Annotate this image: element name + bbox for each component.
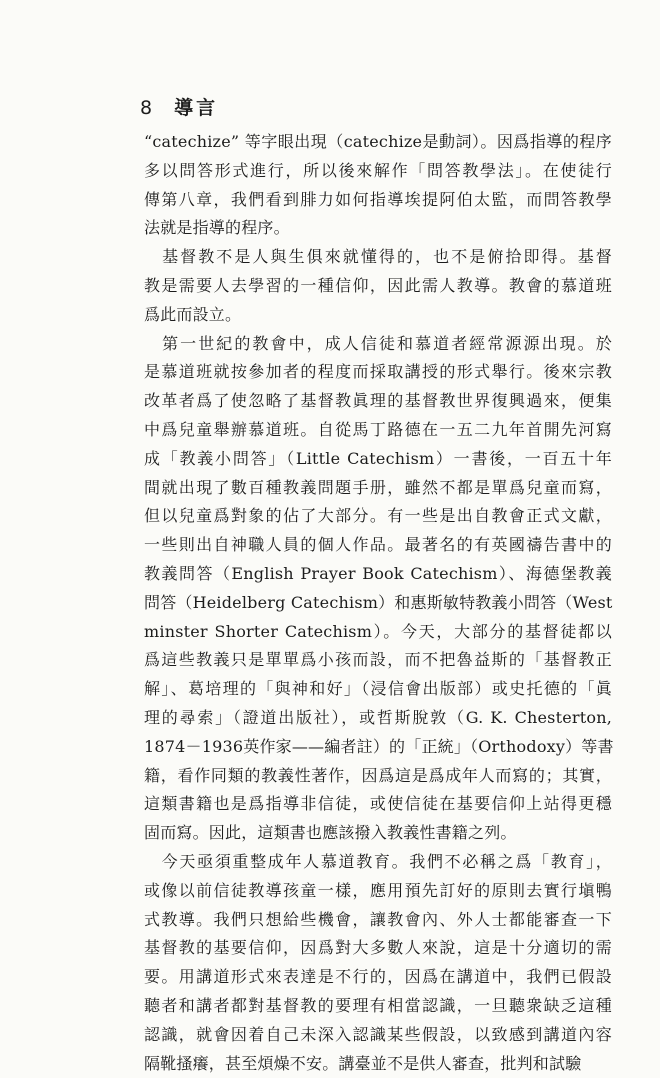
text-line: “catechize” 等字眼出現（catechize是動詞）。因爲指導的程序 <box>144 128 612 157</box>
text-line: 教義問答（English Prayer Book Catechism）、海德堡教義 <box>144 560 612 589</box>
text-line: minster Shorter Catechism）。今天，大部分的基督徒都以 <box>144 618 612 647</box>
text-line: 理的尋索」（證道出版社），或哲斯脫敦（G. K. Chesterton, <box>144 704 612 733</box>
text-line: 第一世紀的教會中，成人信徒和慕道者經常源源出現。於 <box>144 330 612 359</box>
text-line: 法就是指導的程序。 <box>144 214 612 243</box>
text-line: 間就出現了數百種教義問題手册，雖然不都是單爲兒童而寫， <box>144 474 612 503</box>
text-line: 固而寫。因此，這類書也應該撥入教義性書籍之列。 <box>144 819 612 848</box>
text-line: 是慕道班就按參加者的程度而採取講授的形式舉行。後來宗教 <box>144 358 612 387</box>
text-line: 要。用講道形式來表達是不行的，因爲在講道中，我們已假設 <box>144 963 612 992</box>
text-line: 1874－1936英作家——編者註）的「正統」（Orthodoxy）等書 <box>144 733 612 762</box>
text-line: 或像以前信徒教導孩童一樣，應用預先訂好的原則去實行塡鴨 <box>144 877 612 906</box>
page-header <box>140 93 218 120</box>
text-line: 今天亟須重整成年人慕道教育。我們不必稱之爲「教育」， <box>144 848 612 877</box>
text-line: 改革者爲了使忽略了基督教眞理的基督教世界復興過來，便集 <box>144 387 612 416</box>
text-line: 多以問答形式進行，所以後來解作「問答教學法」。在使徒行 <box>144 157 612 186</box>
text-line: 隔靴搔癢，甚至煩燥不安。講臺並不是供人審查，批判和試驗 <box>144 1050 612 1078</box>
text-line: 認識，就會因着自己未深入認識某些假設，以致感到講道內容 <box>144 1021 612 1050</box>
body-text <box>144 128 612 1078</box>
text-line: 成「教義小問答」（Little Catechism）一書後，一百五十年 <box>144 445 612 474</box>
paragraph <box>144 243 612 329</box>
paragraph <box>144 848 612 1078</box>
text-line: 聽者和講者都對基督教的要理有相當認識，一旦聽衆缺乏這種 <box>144 992 612 1021</box>
paragraph <box>144 128 612 243</box>
text-line: 但以兒童爲對象的佔了大部分。有一些是出自教會正式文獻， <box>144 502 612 531</box>
text-line: 爲這些教義只是單單爲小孩而設，而不把魯益斯的「基督教正 <box>144 646 612 675</box>
chapter-title: 導言 <box>174 97 218 119</box>
text-line: 問答（Heidelberg Catechism）和惠斯敏特教義小問答（West <box>144 589 612 618</box>
text-line: 基督教不是人與生俱來就懂得的，也不是俯拾即得。基督 <box>144 243 612 272</box>
text-line: 這類書籍也是爲指導非信徒，或使信徒在基要信仰上站得更穩 <box>144 790 612 819</box>
text-line: 式教導。我們只想給些機會，讓教會內、外人士都能審查一下 <box>144 906 612 935</box>
text-line: 傳第八章，我們看到腓力如何指導埃提阿伯太監，而問答教學 <box>144 186 612 215</box>
page-number: 8 <box>140 97 153 119</box>
text-line: 基督教的基要信仰，因爲對大多數人來說，這是十分適切的需 <box>144 934 612 963</box>
paragraph <box>144 330 612 848</box>
text-line: 中爲兒童舉辦慕道班。自從馬丁路德在一五二九年首開先河寫 <box>144 416 612 445</box>
text-line: 一些則出自神職人員的個人作品。最著名的有英國禱告書中的 <box>144 531 612 560</box>
text-line: 解」、葛培理的「與神和好」（浸信會出版部）或史托德的「眞 <box>144 675 612 704</box>
text-line: 籍，看作同類的教義性著作，因爲這是爲成年人而寫的；其實， <box>144 762 612 791</box>
text-line: 爲此而設立。 <box>144 301 612 330</box>
text-line: 教是需要人去學習的一種信仰，因此需人教導。教會的慕道班 <box>144 272 612 301</box>
